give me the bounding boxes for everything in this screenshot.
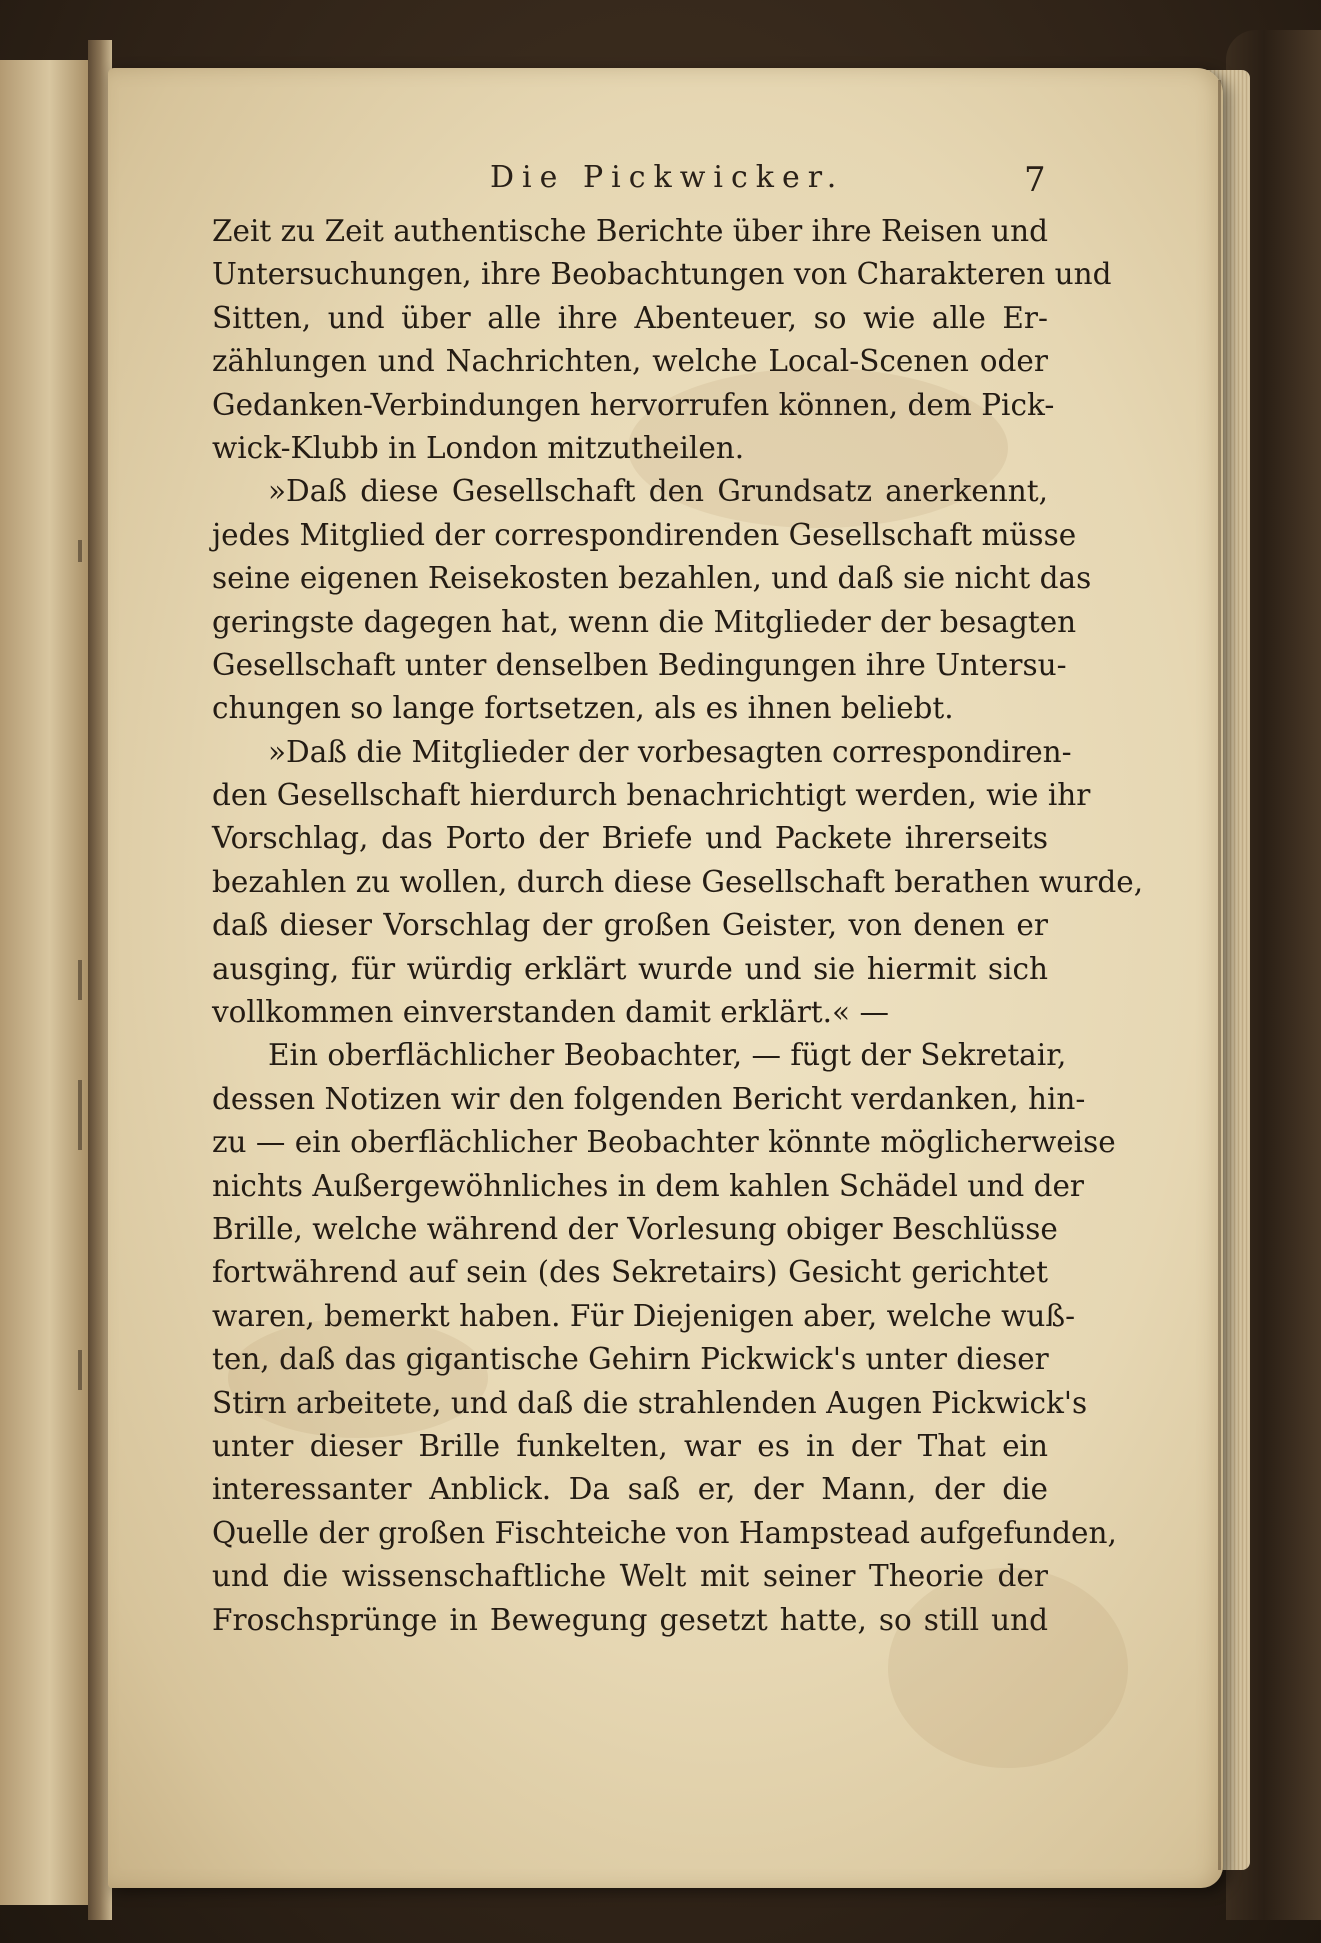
text-line: dessen Notizen wir den folgenden Bericht verdanken, hin- (212, 1081, 1086, 1116)
text-line: »Daß die Mitglieder der vorbesagten correspondiren- (268, 734, 1072, 769)
margin-mark (78, 540, 82, 562)
text-line: vollkommen einverstanden damit erklärt.« — (212, 995, 889, 1030)
text-line: jedes Mitglied der correspondirenden Gesellschaft müsse (212, 517, 1077, 552)
text-line: chungen so lange fortsetzen, als es ihnen beliebt. (212, 691, 954, 726)
facing-page-edge (0, 60, 90, 1905)
text-line: Quelle der großen Fischteiche von Hampstead aufgefunden, (212, 1515, 1117, 1550)
text-line: Zeit zu Zeit authentische Berichte über ihre Reisen und (212, 214, 1048, 248)
text-line: bezahlen zu wollen, durch diese Gesellschaft berathen wurde, (212, 864, 1144, 899)
text-line: ausging, für würdig erklärt wurde und sie hiermit sich (212, 951, 1048, 986)
text-line: Gesellschaft unter denselben Bedingungen ihre Untersu- (212, 647, 1067, 682)
text-line: Gedanken-Verbindungen hervorrufen können, dem Pick- (212, 387, 1055, 422)
page-fold-line (1218, 80, 1221, 1870)
text-line: Brille, welche während der Vorlesung obiger Beschlüsse (212, 1211, 1058, 1246)
running-title: Die Pickwicker. (490, 160, 845, 195)
text-line: zu — ein oberflächlicher Beobachter könnte möglicherweise (212, 1125, 1116, 1160)
text-line: ten, daß das gigantische Gehirn Pickwick's unter dieser (212, 1342, 1049, 1377)
text-line: interessanter Anblick. Da saß er, der Mann, der die (212, 1472, 1048, 1507)
text-line: Ein oberflächlicher Beobachter, — fügt der Sekretair, (268, 1038, 1067, 1073)
text-line: den Gesellschaft hierdurch benachrichtigt werden, wie ihr (212, 778, 1091, 813)
text-line: nichts Außergewöhnliches in dem kahlen Schädel und der (212, 1168, 1085, 1203)
margin-mark (78, 1350, 82, 1390)
body-text (212, 210, 1144, 1642)
text-line: seine eigenen Reisekosten bezahlen, und daß sie nicht das (212, 561, 1092, 596)
text-line: Untersuchungen, ihre Beobachtungen von Charakteren und (212, 257, 1112, 292)
text-line: waren, bemerkt haben. Für Diejenigen aber, welche wuß- (212, 1298, 1076, 1333)
text-line: fortwährend auf sein (des Sekretairs) Gesicht gerichtet (212, 1255, 1048, 1290)
text-line: zählungen und Nachrichten, welche Local-Scenen oder (212, 344, 1048, 379)
text-line: Stirn arbeitete, und daß die strahlenden Augen Pickwick's (212, 1385, 1088, 1420)
margin-mark (78, 960, 82, 1000)
margin-mark (78, 1080, 82, 1150)
text-line: Vorschlag, das Porto der Briefe und Packete ihrerseits (212, 821, 1048, 856)
text-line: wick-Klubb in London mitzutheilen. (212, 430, 745, 465)
text-line: unter dieser Brille funkelten, war es in der That ein (212, 1428, 1048, 1463)
text-line: daß dieser Vorschlag der großen Geister, von denen er (212, 908, 1048, 943)
text-line: Sitten, und über alle ihre Abenteuer, so wie alle Er- (212, 300, 1048, 335)
text-line: und die wissenschaftliche Welt mit seiner Theorie der (212, 1559, 1048, 1594)
text-line: Froschsprünge in Bewegung gesetzt hatte, so still und (212, 1602, 1048, 1637)
text-line: geringste dagegen hat, wenn die Mitglieder der besagten (212, 604, 1077, 639)
page-number: 7 (1024, 160, 1046, 200)
text-line: »Daß diese Gesellschaft den Grundsatz anerkennt, (268, 474, 1048, 509)
